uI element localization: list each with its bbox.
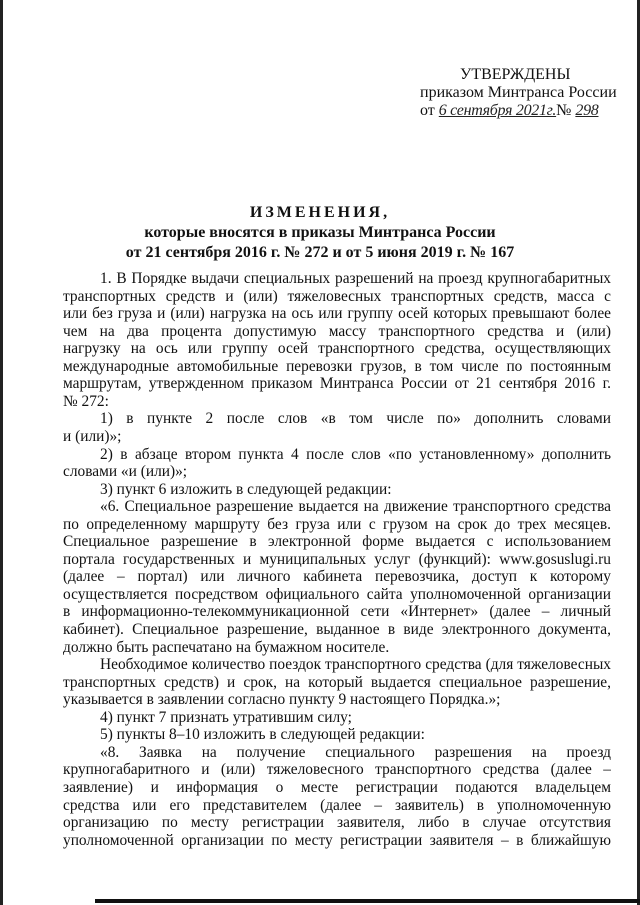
body-text-line: транспортных средств и (или) тяжеловесных транспортных средств, масса с [63,287,611,305]
body-text-line: Необходимое количество поездок транспортного средства (для тяжеловесных [100,656,611,674]
date-prefix: от [420,102,435,119]
body-text-line: организацию по месту регистрации заявителя, либо в случае отсутствия [63,814,611,832]
body-text-line: уполномоченной организации по месту регистрации заявителя – в ближайшую [63,831,611,849]
handwritten-number: 298 [575,102,599,119]
body-text-line: «6. Специальное разрешение выдается на движение транспортного средства [100,498,611,516]
approval-date-line [420,102,598,120]
body-text-line: 4) пункт 7 признать утратившим силу; [100,708,352,726]
body-text-line: маршрутам, утвержденном приказом Минтранса России от 21 сентября 2016 г. [63,375,611,393]
body-text-line: средства или его представителем (далее – заявитель) в уполномоченную [63,796,611,814]
approved-label: УТВЕРЖДЕНЫ [460,66,571,83]
body-text-line: Специальное разрешение в электронной форме выдается с использованием [63,533,611,551]
body-text-line: крупногабаритного и (или) тяжеловесного транспортного средства (далее – [63,761,611,779]
body-text-line: по определенному маршруту без груза или с грузом на срок до трех месяцев. [63,515,611,533]
body-text-line: 1) в пункте 2 после слов «в том числе по» дополнить словами [100,410,611,428]
scan-border-bottom [95,899,640,903]
body-text-line: 1. В Порядке выдачи специальных разрешений на проезд крупногабаритных [100,270,611,287]
body-text-line: нагрузку на ось или группу осей транспортного средства, осуществляющих [63,340,611,358]
body-text-line: осуществляется посредством официального сайта уполномоченной организации [63,585,611,603]
body-text-line: 2) в абзаце втором пункта 4 после слов «по установленному» дополнить [100,445,611,463]
handwritten-date: 6 сентября 2021г. [438,102,557,119]
body-text-line: 5) пункты 8–10 изложить в следующей редакции: [100,726,425,744]
body-text-line: в информационно-телекоммуникационной сети «Интернет» (далее – личный [63,603,611,621]
body-text-line: указывается в заявлении согласно пункту 9 настоящего Порядка.»; [63,691,501,709]
scan-border-left [0,0,3,905]
order-line: приказом Минтранса России [420,84,617,101]
body-text-line: должно быть распечатано на бумажном носителе. [63,638,390,656]
body-text-line: международные автомобильные перевозки грузов, в том числе по постоянным [63,357,611,375]
body-text-line: транспортных средств) и срок, на который выдается специальное разрешение, [63,673,611,691]
body-text-line: словами «и (или)»; [63,463,188,481]
number-label: № [556,102,572,119]
body-text-line: портала государственных и муниципальных услуг (функций): www.gosuslugi.ru [63,550,611,568]
body-text-line: «8. Заявка на получение специального разрешения на проезд [100,743,611,761]
body-text-line: (далее – портал) или личного кабинета перевозчика, доступ к которому [63,568,611,586]
body-text-line: № 272: [63,392,109,410]
body-text-line: и (или)»; [63,427,122,445]
body-text-line: 3) пункт 6 изложить в следующей редакции: [100,480,392,498]
body-text-line: заявление) и информация о месте регистрации подаются владельцем [63,778,611,796]
document-subtitle-1: которые вносятся в приказы Минтранса России [144,224,496,241]
body-text-line: кабинет). Специальное разрешение, выданное в виде электронного документа, [63,621,611,638]
document-heading: ИЗМЕНЕНИЯ, [249,204,391,221]
document-subtitle-2: от 21 сентября 2016 г. № 272 и от 5 июня 2019 г. № 167 [125,244,515,261]
body-text-line: чем на два процента допустимую массу транспортного средства и (или) [63,322,611,340]
body-text-line: или без груза и (или) нагрузка на ось или группу осей которых превышают более [63,305,611,323]
